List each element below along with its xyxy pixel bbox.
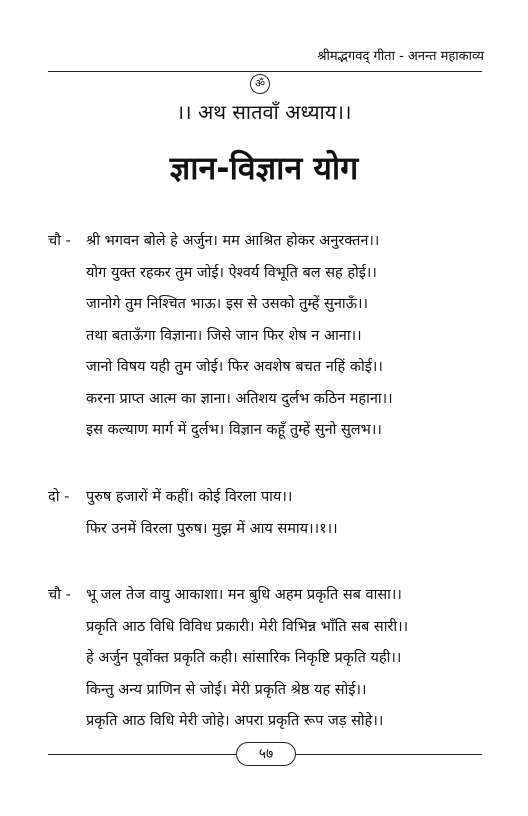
stanza-doha-1	[48, 482, 508, 545]
stanza-label: चौ -	[48, 587, 71, 603]
verse-line	[48, 514, 508, 546]
verse-line	[48, 321, 508, 353]
header-divider	[48, 71, 482, 72]
verse-line	[48, 675, 508, 707]
verse-line	[48, 352, 508, 384]
verse-line	[48, 226, 508, 258]
verse-text: इस कल्याण मार्ग में दुर्लभ। विज्ञान कहूँ तुम्हें सुनो सुलभ।।	[86, 422, 382, 438]
footer-divider-left	[48, 754, 236, 755]
verse-text: योग युक्त रहकर तुम जोई। ऐश्वर्य विभूति बल सह होई।।	[86, 264, 377, 281]
page-number: ५७	[236, 742, 296, 766]
om-icon: ॐ	[250, 74, 270, 94]
stanza-chaupai-2	[48, 580, 508, 738]
verse-text: पुरुष हजारों में कहीं। कोई विरला पाय।।	[86, 489, 293, 505]
verse-line	[48, 706, 508, 738]
verse-text: तथा बताऊँगा विज्ञाना। जिसे जान फिर शेष न आना।।	[86, 327, 362, 344]
verse-text: हे अर्जुन पूर्वोक्त प्रकृति कही। सांसारिक निकृष्टि प्रकृति यही।।	[86, 650, 402, 666]
stanza-label: चौ -	[48, 233, 71, 249]
verse-line	[48, 612, 508, 644]
verse-text: किन्तु अन्य प्राणिन से जोई। मेरी प्रकृति श्रेष्ठ यह सोई।।	[86, 681, 367, 698]
verse-text: प्रकृति आठ विधि मेरी जोहे। अपरा प्रकृति रूप जड़ सोहे।।	[86, 713, 384, 729]
verse-line	[48, 258, 508, 290]
verse-text: प्रकृति आठ विधि विविध प्रकारी। मेरी विभिन्न भाँति सब सारी।।	[86, 618, 409, 635]
verse-line	[48, 289, 508, 321]
verse-text: जानो विषय यही तुम जोई। फिर अवशेष बचत नहिं कोई।।	[86, 359, 383, 375]
verse-text: श्री भगवन बोले हे अर्जुन। मम आश्रित होकर अनुरक्तन।।	[86, 233, 380, 249]
verse-text: करना प्राप्त आत्म का ज्ञाना। अतिशय दुर्लभ कठिन महाना।।	[86, 390, 393, 407]
stanza-label: दो -	[48, 489, 70, 505]
verse-line	[48, 643, 508, 675]
verse-text: फिर उनमें विरला पुरुष। मुझ में आय समाय।।१।।	[86, 520, 338, 537]
verse-text: जानोगे तुम निश्चित भाऊ। इस से उसको तुम्हें सुनाऊँ।।	[86, 296, 368, 312]
chapter-title: ज्ञान-विज्ञान योग	[169, 149, 359, 187]
chapter-heading: ।। अथ सातवाँ अध्याय।।	[176, 100, 352, 124]
verse-line	[48, 482, 508, 514]
verse-line	[48, 580, 508, 612]
verse-text: भू जल तेज वायु आकाशा। मन बुधि अहम प्रकृति सब वासा।।	[86, 587, 402, 603]
footer-divider-right	[296, 754, 482, 755]
running-title: श्रीमद्भगवद् गीता - अनन्त महाकाव्य	[317, 49, 484, 64]
stanza-chaupai-1	[48, 226, 508, 447]
verse-line	[48, 384, 508, 416]
verse-line	[48, 415, 508, 447]
